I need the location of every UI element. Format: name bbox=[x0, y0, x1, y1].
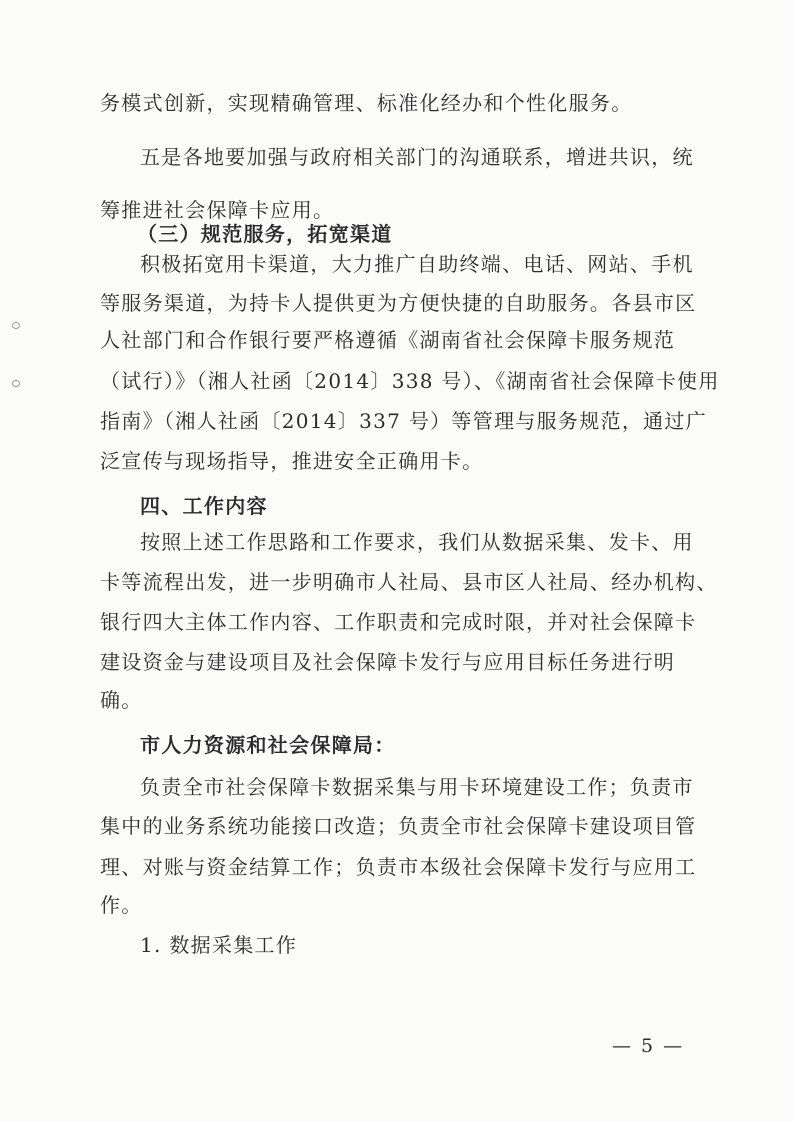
text-line: 筹推进社会保障卡应用。 bbox=[100, 198, 335, 222]
text-line: 泛宣传与现场指导，推进安全正确用卡。 bbox=[100, 449, 484, 473]
text-line: 五是各地要加强与政府相关部门的沟通联系，增进共识，统 bbox=[140, 145, 694, 169]
binding-hole-mark bbox=[12, 380, 20, 387]
text-line: 人社部门和合作银行要严格遵循《湖南省社会保障卡服务规范 bbox=[100, 328, 676, 352]
text-line: 卡等流程出发，进一步明确市人社局、县市区人社局、经办机构、 bbox=[100, 570, 718, 594]
text-line: 负责全市社会保障卡数据采集与用卡环境建设工作；负责市 bbox=[140, 775, 694, 799]
text-line: 建设资金与建设项目及社会保障卡发行与应用目标任务进行明 bbox=[100, 650, 676, 674]
text-line: 务模式创新，实现精确管理、标准化经办和个性化服务。 bbox=[100, 91, 633, 115]
text-line: 银行四大主体工作内容、工作职责和完成时限，并对社会保障卡 bbox=[100, 610, 697, 634]
page-number: — 5 — bbox=[612, 1035, 685, 1057]
section-heading-3: （三）规范服务，拓宽渠道 bbox=[137, 222, 393, 246]
text-line: 积极拓宽用卡渠道，大力推广自助终端、电话、网站、手机 bbox=[140, 252, 694, 276]
text-line: 作。 bbox=[100, 893, 143, 917]
text-line: 集中的业务系统功能接口改造；负责全市社会保障卡建设项目管 bbox=[100, 814, 697, 838]
binding-hole-mark bbox=[12, 322, 20, 329]
text-line: 等服务渠道，为持卡人提供更为方便快捷的自助服务。各县市区 bbox=[100, 291, 697, 315]
text-line: （试行）》（湘人社函〔2014〕338 号）、《湖南省社会保障卡使用 bbox=[100, 369, 720, 393]
numbered-item-heading: 1. 数据采集工作 bbox=[140, 933, 298, 957]
text-line: 确。 bbox=[100, 688, 143, 712]
text-line: 按照上述工作思路和工作要求，我们从数据采集、发卡、用 bbox=[140, 530, 694, 554]
subsection-heading: 市人力资源和社会保障局： bbox=[140, 733, 396, 757]
text-line: 指南》（湘人社函〔2014〕337 号）等管理与服务规范，通过广 bbox=[100, 409, 708, 433]
text-line: 理、对账与资金结算工作；负责市本级社会保障卡发行与应用工 bbox=[100, 855, 697, 879]
section-heading-4: 四、工作内容 bbox=[140, 494, 268, 518]
